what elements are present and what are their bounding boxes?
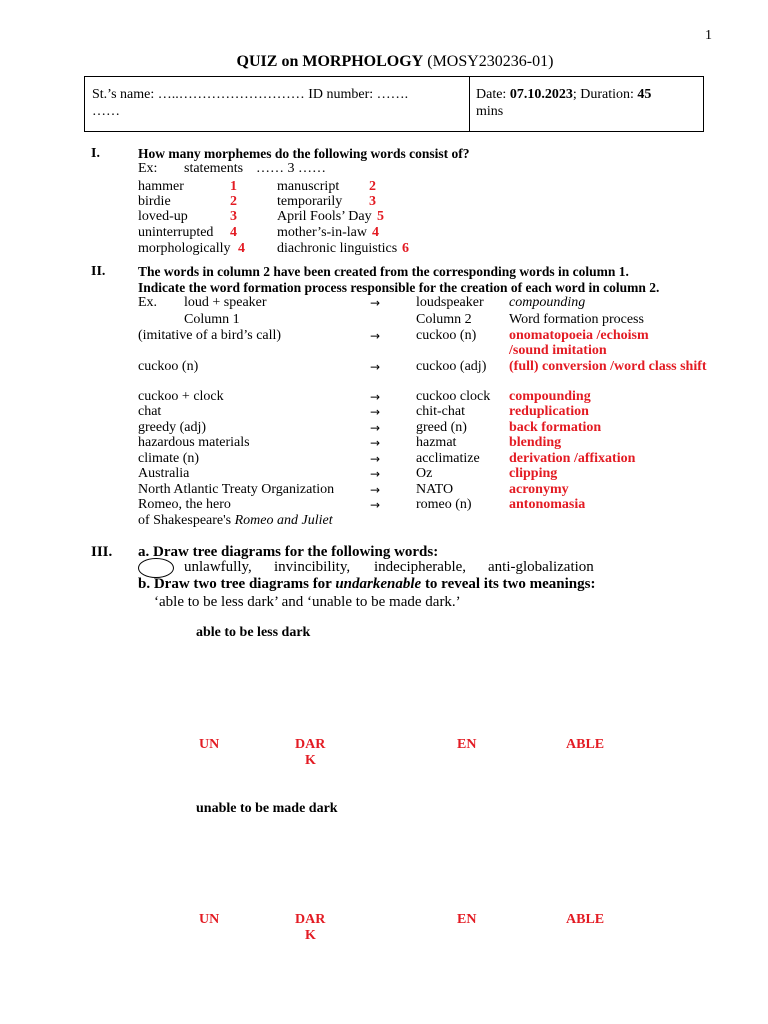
quiz-code: (MOSY230236-01): [423, 53, 554, 70]
part-b-prefix: b. Draw two tree diagrams for: [138, 576, 336, 592]
section-3-part-b: [138, 576, 595, 593]
tree-1-morpheme-able: ABLE: [566, 737, 605, 752]
morpheme-count: 4: [372, 225, 379, 240]
formation-process: onomatopoeia /echoism: [509, 328, 649, 343]
section-2-question-line1: The words in column 2 have been created from the corresponding words in column 1.: [138, 264, 629, 279]
info-divider: [469, 77, 470, 131]
section-2-example-process: compounding: [509, 295, 586, 310]
student-name-id-line2: ……: [92, 104, 120, 119]
tree-2-morpheme-dark-part1: DAR: [295, 912, 326, 927]
formation-source: climate (n): [138, 451, 200, 466]
part-b-suffix: to reveal its two meanings:: [421, 576, 596, 592]
formation-target: Oz: [416, 466, 433, 481]
formation-source: North Atlantic Treaty Organization: [138, 482, 335, 497]
morpheme-count: 2: [369, 179, 376, 194]
section-2-example-source: loud + speaker: [184, 295, 267, 310]
formation-process: acronymy: [509, 482, 569, 497]
student-info-box: [84, 76, 704, 132]
formation-source: greedy (adj): [138, 420, 207, 435]
formation-target: chit-chat: [416, 404, 465, 419]
student-name-id-line: St.’s name: …..……………………… ID number: …….: [92, 87, 409, 102]
arrow-icon: →: [370, 498, 381, 512]
morpheme-word: loved-up: [138, 209, 188, 224]
date-label: Date:: [476, 87, 510, 102]
arrow-icon: →: [370, 296, 381, 310]
morpheme-word: temporarily: [277, 194, 343, 209]
formation-source: hazardous materials: [138, 435, 250, 450]
morpheme-count: 3: [230, 209, 237, 224]
arrow-icon: →: [370, 390, 381, 404]
quiz-title-main: QUIZ on MORPHOLOGY: [236, 53, 424, 70]
duration-value: 45: [637, 87, 652, 102]
morpheme-word: mother’s-in-law: [277, 225, 367, 240]
formation-source: Romeo, the hero: [138, 497, 231, 512]
arrow-icon: →: [370, 405, 381, 419]
circle-annotation: [138, 558, 174, 578]
formation-process: back formation: [509, 420, 602, 435]
tree-word: unlawfully,: [184, 559, 252, 575]
morpheme-count: 2: [230, 194, 237, 209]
morpheme-count: 4: [238, 241, 245, 256]
formation-process: antonomasia: [509, 497, 586, 512]
tree-1-morpheme-dark-part2: K: [305, 753, 316, 768]
arrow-icon: →: [370, 421, 381, 435]
formation-target: hazmat: [416, 435, 457, 450]
morpheme-word: uninterrupted: [138, 225, 214, 240]
date-duration-cell: [476, 86, 696, 120]
morpheme-count: 3: [369, 194, 376, 209]
duration-unit: mins: [476, 104, 504, 119]
section-2-example-target: loudspeaker: [416, 295, 484, 310]
morpheme-count: 6: [402, 241, 409, 256]
section-3-part-a: a. Draw tree diagrams for the following words:: [138, 544, 439, 560]
play-title: Romeo and Juliet: [234, 513, 333, 528]
morpheme-count: 1: [230, 179, 237, 194]
duration-label: ; Duration:: [572, 87, 638, 102]
tree-2-morpheme-en: EN: [457, 912, 477, 927]
section-1-number: I.: [91, 146, 100, 161]
arrow-icon: →: [370, 329, 381, 343]
tree-word: invincibility,: [274, 559, 351, 575]
section-1-example-answer: …… 3 ……: [256, 161, 326, 176]
tree-2-morpheme-able: ABLE: [566, 912, 605, 927]
section-2-example-label: Ex.: [138, 295, 158, 310]
morpheme-word: April Fools’ Day: [277, 209, 372, 224]
formation-source: cuckoo (n): [138, 359, 199, 374]
arrow-icon: →: [370, 467, 381, 481]
formation-target: acclimatize: [416, 451, 480, 466]
tree-word: indecipherable,: [374, 559, 467, 575]
tree-1-morpheme-dark-part1: DAR: [295, 737, 326, 752]
morpheme-count: 5: [377, 209, 384, 224]
morpheme-word: hammer: [138, 179, 184, 194]
section-2-number: II.: [91, 264, 106, 279]
formation-process: reduplication: [509, 404, 589, 419]
formation-process: compounding: [509, 389, 591, 404]
page-number: 1: [705, 28, 712, 43]
arrow-icon: →: [370, 483, 381, 497]
formation-target: NATO: [416, 482, 454, 497]
tree-word: anti-globalization: [488, 559, 594, 575]
formation-process: derivation /affixation: [509, 451, 636, 466]
formation-source: (imitative of a bird’s call): [138, 328, 282, 343]
morpheme-word: diachronic linguistics: [277, 241, 398, 256]
tree-1-morpheme-en: EN: [457, 737, 477, 752]
tree-2-label: unable to be made dark: [196, 801, 338, 816]
section-1-example-word: statements: [184, 161, 244, 176]
section-1-question: How many morphemes do the following words consist of?: [138, 146, 470, 161]
section-2-question-line2: Indicate the word formation process responsible for the creation of each word in column 2.: [138, 280, 660, 295]
tree-1-label: able to be less dark: [196, 625, 311, 640]
morpheme-word: birdie: [138, 194, 171, 209]
formation-source: cuckoo + clock: [138, 389, 224, 404]
section-3-meanings: ‘able to be less dark’ and ‘unable to be made dark.’: [154, 594, 461, 610]
morpheme-count: 4: [230, 225, 237, 240]
formation-source: chat: [138, 404, 162, 419]
arrow-icon: →: [370, 452, 381, 466]
formation-process-continued: /sound imitation: [509, 343, 607, 358]
formation-target: cuckoo (adj): [416, 359, 487, 374]
date-duration-line: [476, 86, 696, 103]
tree-1-morpheme-un: UN: [199, 737, 220, 752]
formation-target: greed (n): [416, 420, 467, 435]
tree-2-morpheme-dark-part2: K: [305, 928, 316, 943]
formation-source: Australia: [138, 466, 190, 481]
formation-process: (full) conversion /word class shift: [509, 359, 707, 374]
arrow-icon: →: [370, 360, 381, 374]
morpheme-word: manuscript: [277, 179, 340, 194]
morpheme-word: morphologically: [138, 241, 231, 256]
formation-process: clipping: [509, 466, 558, 481]
column-3-header: Word formation process: [509, 312, 644, 327]
formation-source-continued: [138, 513, 333, 529]
section-1-example-label: Ex:: [138, 161, 158, 176]
quiz-title: [0, 53, 768, 71]
part-b-word: undarkenable: [335, 576, 422, 592]
arrow-icon: →: [370, 436, 381, 450]
section-3-number: III.: [91, 544, 113, 560]
student-name-id-cell: [92, 86, 462, 120]
formation-target: romeo (n): [416, 497, 472, 512]
tree-2-morpheme-un: UN: [199, 912, 220, 927]
formation-target: cuckoo clock: [416, 389, 491, 404]
formation-process: blending: [509, 435, 562, 450]
date-value: 07.10.2023: [509, 87, 573, 102]
source-continued-text: of Shakespeare's: [138, 513, 235, 528]
formation-target: cuckoo (n): [416, 328, 477, 343]
column-2-header: Column 2: [416, 312, 472, 327]
column-1-header: Column 1: [184, 312, 240, 327]
